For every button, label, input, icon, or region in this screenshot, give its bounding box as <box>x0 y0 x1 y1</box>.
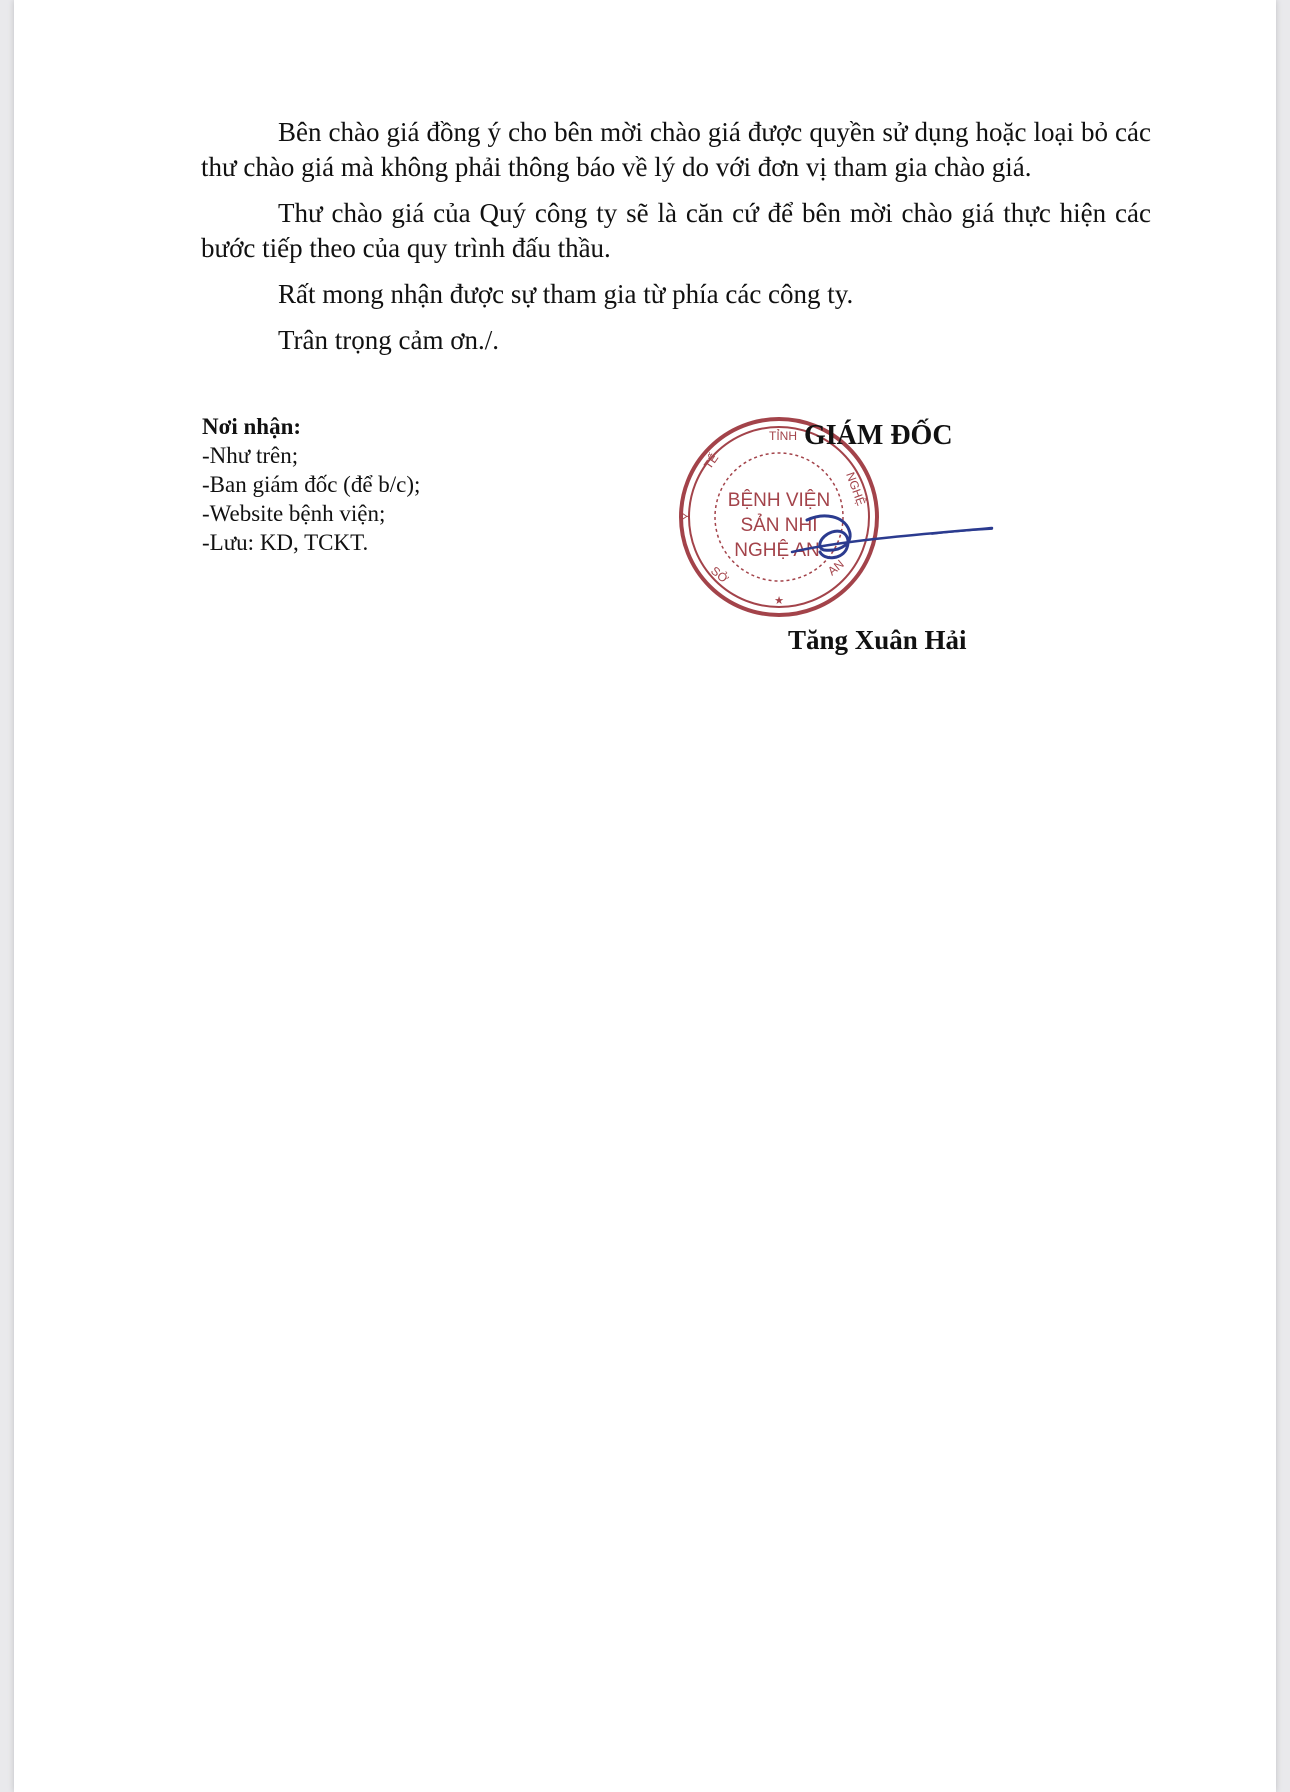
recipient-item: -Ban giám đốc (để b/c); <box>202 472 421 497</box>
signature-title: GIÁM ĐỐC <box>804 420 953 451</box>
paragraph: Bên chào giá đồng ý cho bên mời chào giá được quyền sử dụng hoặc loại bỏ các thư chào giá mà không phải thông báo về lý do với đơn vị tham gia chào giá. <box>201 117 1151 182</box>
stamp-ring-y: Y <box>681 512 693 520</box>
signatory-name: Tăng Xuân Hải <box>788 625 967 655</box>
stamp-line-1: BỆNH VIỆN <box>727 490 831 511</box>
stamp-ring-bottom-right: AN <box>824 556 847 579</box>
stamp-line-2: SẢN NHI <box>740 515 818 536</box>
recipients-block <box>202 412 420 557</box>
recipient-item: -Như trên; <box>202 443 299 468</box>
stamp-ring-right: NGHỆ <box>843 470 869 508</box>
paragraph: Thư chào giá của Quý công ty sẽ là căn cứ để bên mời chào giá thực hiện các bước tiếp theo của quy trình đấu thầu. <box>201 198 1151 263</box>
stamp-line-3: NGHỆ AN <box>734 540 820 561</box>
stamp-ring-bottom-left: SỞ <box>708 563 732 587</box>
paragraph: Trân trọng cảm ơn./. <box>278 325 500 355</box>
recipient-item: -Website bệnh viện; <box>202 501 386 526</box>
letter-body <box>201 115 1151 369</box>
paragraph: Rất mong nhận được sự tham gia từ phía các công ty. <box>278 279 854 309</box>
stamp-ring-left: TẾ <box>700 451 722 472</box>
document-page <box>14 0 1276 1792</box>
signature-block <box>674 420 1034 670</box>
recipient-item: -Lưu: KD, TCKT. <box>202 530 369 555</box>
handwritten-signature-icon <box>674 420 1034 620</box>
recipients-title: Nơi nhận: <box>202 414 302 439</box>
stamp-star-icon: ★ <box>774 594 784 607</box>
stamp-ring-top: TỈNH <box>769 429 797 443</box>
